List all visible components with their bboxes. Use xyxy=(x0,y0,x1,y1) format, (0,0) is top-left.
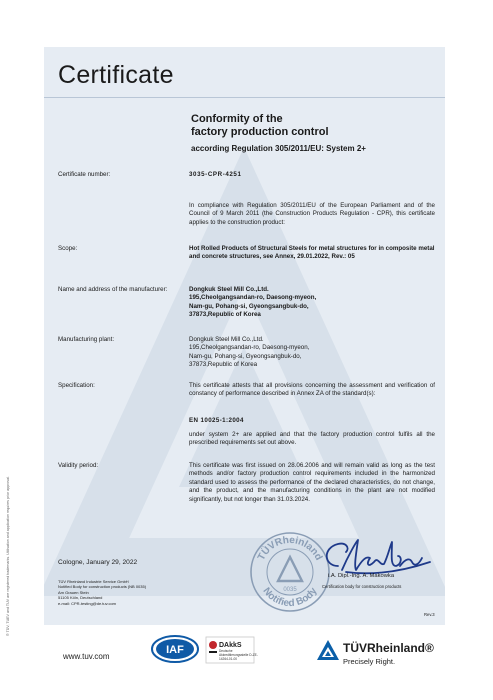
footer-website: www.tuv.com xyxy=(63,652,110,661)
tuv-brand-name: TÜVRheinland® xyxy=(343,641,434,655)
regulation-line: according Regulation 305/2011/EU: System 2+ xyxy=(191,144,366,153)
iaf-logo xyxy=(150,634,200,664)
tuv-triangle-logo xyxy=(316,639,340,661)
svg-text:0035: 0035 xyxy=(283,587,297,593)
dakks-subtitle: Deutsche Akkreditierungsstelle D-ZE-14264-01-00 xyxy=(219,649,258,661)
value-scope: Hot Rolled Products of Structural Steels for metal structures for in composite metal and concrete structures, see Annex, 29.01.2022, Rev.: 05 xyxy=(189,245,435,261)
value-specification: This certificate attests that all provisions concerning the assessment and verification of constancy of performance described in Annex ZA of the standard(s): xyxy=(189,382,435,398)
issuer-address: TÜV Rheinland Industrie Service GmbH Notified Body for construction products (NB 0035) Am Grauen Stein 51105 Köln, Deutschland e-mail: CPR-testing@de.tuv.com xyxy=(58,579,147,606)
svg-text:TÜVRheinland: TÜVRheinland xyxy=(255,534,325,563)
label-validity-period: Validity period: xyxy=(58,462,99,469)
revision-number: Rev.3 xyxy=(424,612,435,617)
certificate-sheet xyxy=(44,47,445,625)
signer-name: i.A. Dipl.-Ing. A. Makowka xyxy=(328,573,395,579)
compliance-paragraph: In compliance with Regulation 305/2011/EU of the European Parliament and of the Council of 9 March 2011 (the Construction Products Regulation - CPR), this certificate applies to the construction product: xyxy=(189,202,435,226)
place-date: Cologne, January 29, 2022 xyxy=(58,559,138,566)
label-manufacturer: Name and address of the manufacturer: xyxy=(58,286,168,293)
value-manufacturing-plant: Dongkuk Steel Mill Co.,Ltd. 195,Cheolgangsandan-ro, Daesong-myeon, Nam-gu, Pohang-si, Gyeongsangbuk-do, 37873,Republic of Korea xyxy=(189,336,310,369)
trademark-side-note: ® TÜV, TUEV and TUV are registered trademarks. Utilisation and application requires prior approval. xyxy=(6,476,10,636)
label-scope: Scope: xyxy=(58,245,78,252)
certificate-title: Certificate xyxy=(58,61,174,89)
value-manufacturer: Dongkuk Steel Mill Co.,Ltd. 195,Cheolgangsandan-ro, Daesong-myeon, Nam-gu, Pohang-si, Gyeongsangbuk-do, 37873,Republic of Korea xyxy=(189,286,317,319)
label-manufacturing-plant: Manufacturing plant: xyxy=(58,336,115,343)
label-certificate-number: Certificate number: xyxy=(58,171,111,178)
label-specification: Specification: xyxy=(58,382,95,389)
value-standard: EN 10025-1:2004 xyxy=(189,417,244,424)
svg-text:IAF: IAF xyxy=(166,644,184,656)
certificate-heading: Conformity of the factory production control xyxy=(191,113,329,138)
tuv-tagline: Precisely Right. xyxy=(343,657,396,666)
value-validity-period: This certificate was first issued on 28.06.2006 and will remain valid as long as the test methods and/or factory production control requirements included in the harmonized standard used to assess the performance of the declared characteristics, do not change, and the product, and the manufacturing conditions in the plant are not modified significantly, but not longer than 31.03.2024. xyxy=(189,462,435,503)
title-divider xyxy=(44,97,445,98)
svg-text:Notified Body: Notified Body xyxy=(260,585,320,610)
dakks-name: DAkkS xyxy=(219,642,242,649)
value-certificate-number: 3035-CPR-4251 xyxy=(189,171,242,178)
signer-role: Certification body for construction products xyxy=(322,584,402,589)
value-specification-after: under system 2+ are applied and that the factory production control fulfils all the prescribed requirements set out above. xyxy=(189,431,435,447)
